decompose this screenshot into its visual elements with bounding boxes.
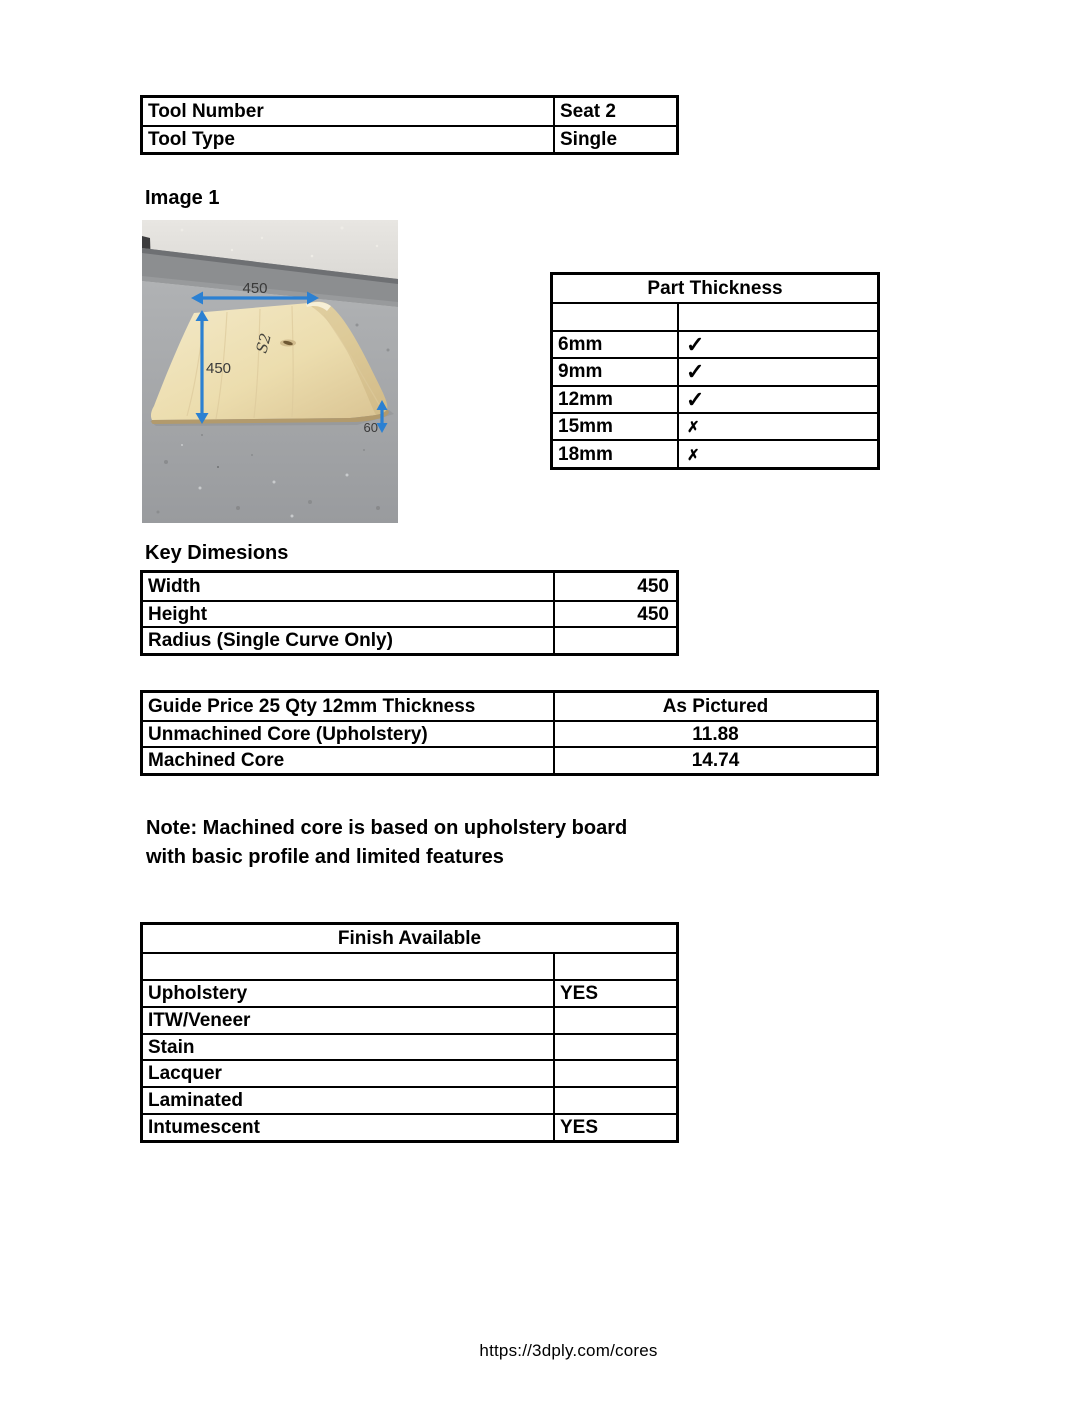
finish-value: YES (553, 981, 676, 1006)
handwritten-marking: S2 (252, 331, 275, 356)
dimension-value (553, 628, 676, 653)
dimension-value: 450 (553, 573, 676, 600)
table-row (143, 626, 676, 653)
table-row (143, 746, 876, 773)
guide-price-table (140, 690, 879, 776)
empty-row (553, 302, 877, 329)
note-line: with basic profile and limited features (146, 846, 504, 868)
footer-link[interactable]: https://3dply.com/cores (479, 1341, 658, 1360)
empty-cell (553, 954, 676, 979)
tool-number-value: Seat 2 (553, 98, 676, 125)
finish-available-table (140, 922, 679, 1143)
price-label: Unmachined Core (Upholstery) (148, 723, 428, 745)
tool-number-label: Tool Number (148, 101, 264, 122)
empty-cell (553, 304, 677, 329)
price-value: 14.74 (553, 748, 876, 773)
empty-cell (143, 954, 553, 979)
table-row (143, 979, 676, 1006)
image-section-label: Image 1 (145, 187, 220, 209)
finish-value (553, 1088, 676, 1113)
thickness-label: 12mm (558, 388, 613, 410)
thickness-label: 18mm (558, 443, 613, 465)
dimension-label: Radius (Single Curve Only) (148, 630, 393, 652)
dimension-label: Height (148, 603, 208, 625)
table-row (143, 720, 876, 747)
table-header-row (553, 275, 877, 302)
table-row (143, 573, 676, 600)
dimension-label: Width (148, 575, 201, 597)
table-row (143, 1086, 676, 1113)
finish-value (553, 1061, 676, 1086)
finish-label: Stain (148, 1036, 195, 1058)
table-row (553, 357, 877, 384)
machined-core-note (146, 814, 627, 872)
height-dimension-label: 450 (206, 360, 232, 377)
curl-dimension-label: 60 (363, 420, 378, 435)
finish-value: YES (553, 1115, 676, 1140)
table-row (553, 330, 877, 357)
finish-label: Intumescent (148, 1117, 260, 1139)
finish-value (553, 1008, 676, 1033)
cross-icon: ✗ (677, 414, 877, 439)
finish-label: Lacquer (148, 1063, 222, 1085)
table-row (143, 600, 676, 627)
finish-label: Upholstery (148, 982, 248, 1004)
table-row (143, 125, 676, 152)
finish-label: ITW/Veneer (148, 1009, 251, 1031)
table-row (143, 1059, 676, 1086)
finish-label: Laminated (148, 1090, 244, 1112)
check-icon: ✓ (677, 387, 877, 412)
price-label: Machined Core (148, 750, 285, 772)
tool-type-label: Tool Type (148, 129, 235, 150)
part-thickness-table (550, 272, 880, 470)
key-dimensions-table (140, 570, 679, 656)
guide-price-title: Guide Price 25 Qty 12mm Thickness (148, 695, 476, 717)
empty-row (143, 952, 676, 979)
cross-icon: ✗ (677, 441, 877, 466)
dimension-value: 450 (553, 602, 676, 627)
table-row (143, 1006, 676, 1033)
price-value: 11.88 (553, 722, 876, 747)
width-dimension-label: 450 (242, 280, 268, 297)
check-icon: ✓ (677, 332, 877, 357)
tool-type-value: Single (553, 127, 676, 152)
part-thickness-title: Part Thickness (647, 278, 783, 300)
table-row (143, 1033, 676, 1060)
empty-cell (677, 304, 877, 329)
finish-value (553, 1035, 676, 1060)
table-row (143, 98, 676, 125)
key-dimensions-label: Key Dimesions (145, 542, 289, 564)
table-row (553, 385, 877, 412)
thickness-label: 6mm (558, 333, 603, 355)
note-line: Note: Machined core is based on upholstery board (146, 817, 628, 839)
table-header-row (143, 925, 676, 952)
thickness-label: 15mm (558, 416, 613, 438)
tool-info-table (140, 95, 679, 155)
table-row (553, 412, 877, 439)
product-photo (142, 220, 398, 523)
check-icon: ✓ (677, 359, 877, 384)
guide-price-column-header: As Pictured (553, 693, 876, 720)
table-row (143, 1113, 676, 1140)
finish-available-title: Finish Available (337, 927, 482, 949)
table-header-row (143, 693, 876, 720)
thickness-label: 9mm (558, 361, 603, 383)
table-row (553, 439, 877, 466)
